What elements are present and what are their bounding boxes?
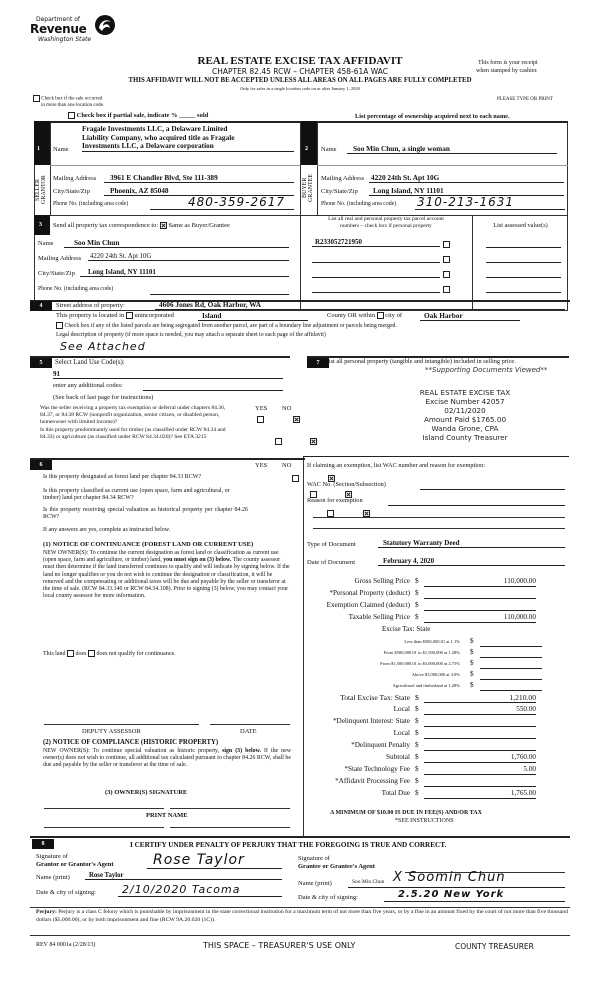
owner-signature-label: (3) OWNER(S) SIGNATURE	[105, 789, 188, 796]
wac-label: WAC No. (Section/Subsection)	[307, 481, 386, 488]
buyer-name-label: Name	[321, 146, 337, 153]
land-use-question: Was the seller receiving a property tax exemption or deferral under chapters 84.36, 84.37, or 84.38 RCW (nonprofit organization, senior citizen, or disabled person, homeowner with limited income)?	[40, 405, 226, 425]
additional-codes-label: enter any additional codes:	[53, 382, 123, 389]
seller-name-divider	[50, 165, 300, 166]
section6-rule	[30, 458, 305, 460]
tech-fee-row: *State Technology Fee $ 5.00	[344, 765, 536, 773]
subtotal-field[interactable]: 1,760.00	[424, 753, 536, 763]
bracket-row: Less than $500,000.01 at 1.1% $	[310, 637, 550, 648]
assessed-value-field[interactable]	[486, 238, 561, 248]
total-due-row: Total Due $ 1,765.00	[381, 789, 536, 797]
does-not-qualify-checkbox[interactable]	[88, 650, 95, 657]
form-note: Only for sales in a single location code on or after January 1, 2020	[240, 86, 360, 91]
grantor-sig-label: Signature of Grantor or Grantor's Agent	[36, 853, 114, 868]
multi-location-label-2: in more than one location code.	[41, 102, 105, 108]
same-as-buyer-checkbox[interactable]	[160, 222, 167, 229]
multi-location-label: Check box if the sale occurred	[41, 96, 103, 102]
local-field[interactable]: 550.00	[424, 705, 536, 715]
unincorporated-label: unincorporated	[134, 312, 174, 319]
exemption-claimed-row: Exemption Claimed (deduct) $	[310, 601, 550, 612]
form-number: REV 84 0001a (2/28/13)	[36, 942, 96, 948]
bracket-row: Agricultural and timberland at 1.28% $	[310, 681, 550, 692]
parcel-header: List all real and personal property tax parcel account numbers – check box if personal property	[328, 216, 444, 229]
land-use-label: Select Land Use Code(s):	[55, 359, 125, 366]
segregated-row	[56, 322, 397, 329]
seller-side-label: SELLER GRANTOR	[35, 175, 47, 205]
land-use-yes-header: YES	[255, 405, 268, 412]
section-8-number: 8	[32, 839, 54, 849]
notice2-body: NEW OWNER(S): To continue special valuation as historic property, sign (3) below. If the new owner(s) does not wish to continue, all additional tax calculated pursuant to chapter 84.26 RCW, shall be due and payable by the seller or transferor at the time of sale.	[43, 748, 291, 769]
grantee-name-field[interactable]	[348, 872, 565, 888]
grantee-sig-label: Signature of Grantee or Grantee's Agent	[298, 855, 375, 870]
delinq-state-field[interactable]	[424, 717, 536, 727]
buyer-city-label: City/State/Zip	[321, 188, 358, 195]
street-field[interactable]: 4606 Jones Rd, Oak Harbor, WA	[155, 300, 565, 310]
assessed-header: List assessed value(s)	[493, 222, 548, 229]
historic-no-checkbox[interactable]	[363, 510, 370, 517]
total-state-row: Total Excise Tax: State $ 1,210.00	[340, 693, 536, 702]
partial-sale-checkbox[interactable]	[68, 112, 75, 119]
land-use-question: Is this property predominantly used for timber (as classified under RCW 84.34 and 84.33) or agriculture (as classified under RCW 84.34.020)? See ETA 3215	[40, 427, 226, 440]
buyer-black-bar	[301, 121, 317, 165]
parcel-row	[312, 253, 572, 265]
land-use-q1-yes-checkbox[interactable]	[257, 416, 264, 423]
buyer-mailing-label: Mailing Address	[321, 175, 365, 182]
logo-state-text: Washington State	[38, 36, 92, 43]
county-label: County OR within	[327, 312, 376, 319]
seller-side-rule	[50, 121, 51, 215]
exemption-label: If claiming an exemption, list WAC number and reason for exemption:	[307, 462, 486, 469]
seller-name-field[interactable]	[82, 125, 294, 152]
section-7-number: 7	[307, 358, 329, 368]
bracket-field[interactable]	[480, 648, 542, 658]
section-2-number: 2	[305, 146, 308, 152]
multi-location-check[interactable]	[33, 95, 104, 109]
gross-price-field[interactable]: 110,000.00	[424, 577, 536, 587]
seller-phone-field[interactable]: 480-359-2617	[150, 195, 294, 210]
stamp-line: Excise Number 42057	[425, 397, 505, 406]
unincorporated-checkbox[interactable]	[126, 312, 133, 319]
receipt-note-1: This form is your receipt	[478, 60, 538, 66]
land-use-no-header: NO	[282, 405, 292, 412]
grantor-name-label: Name (print)	[36, 874, 70, 881]
form-subtitle: CHAPTER 82.45 RCW – CHAPTER 458-61A WAC	[211, 67, 389, 76]
multi-location-checkbox[interactable]	[33, 95, 40, 102]
delinq-local-row: Local $	[310, 729, 550, 740]
located-label: This property is located in	[56, 312, 125, 319]
bracket-field[interactable]	[480, 670, 542, 680]
parcel-number-field[interactable]: R233052721950	[312, 238, 440, 247]
wac-field[interactable]	[420, 481, 565, 490]
grantee-date-field[interactable]: 2.5.20 New York	[384, 888, 565, 902]
seller-black-bar	[34, 121, 50, 165]
section6-no-header: NO	[282, 462, 292, 469]
personal-property-field[interactable]	[424, 589, 536, 599]
print-name-line-2	[170, 827, 290, 828]
assessed-value-field[interactable]	[486, 283, 561, 293]
seller-mailing-field[interactable]: 3961 E Chandler Blvd, Ste 111-389	[104, 173, 294, 183]
doc-date-label: Date of Document	[307, 559, 356, 566]
doc-date-field[interactable]: February 4, 2020	[378, 557, 565, 566]
delinq-penalty-field[interactable]	[424, 741, 536, 751]
treasurer-use-only: THIS SPACE – TREASURER'S USE ONLY	[203, 941, 356, 950]
historic-yes-checkbox[interactable]	[327, 510, 334, 517]
logo-dept-text: Department of	[36, 16, 80, 23]
reason-line-3	[313, 528, 565, 529]
land-use-q1-no-checkbox[interactable]	[293, 416, 300, 423]
right-column-rule	[303, 456, 304, 836]
reason-line-2	[313, 517, 565, 518]
tech-fee-field[interactable]: 5.00	[424, 765, 536, 775]
section6-rule-right	[303, 456, 569, 457]
land-use-q2-no-checkbox[interactable]	[310, 438, 317, 445]
city-field[interactable]: Oak Harbor	[420, 311, 520, 321]
grantee-printed-name: Soo Min Chun	[352, 879, 385, 885]
corr-phone-label: Phone No. (including area code)	[38, 286, 114, 292]
assessed-value-field[interactable]	[486, 253, 561, 263]
land-use-instructions: (See back of last page for instructions)	[53, 394, 154, 401]
grantee-signature: X Soomin Chun	[393, 870, 506, 885]
see-instructions: *SEE INSTRUCTIONS	[395, 818, 454, 824]
personal-property-checkbox[interactable]	[443, 271, 450, 278]
seller-city-field[interactable]: Phoenix, AZ 85048	[104, 186, 294, 196]
parcel-row	[312, 238, 572, 250]
delinq-local-field[interactable]	[424, 729, 536, 739]
certify-title: I CERTIFY UNDER PENALTY OF PERJURY THAT THE FOREGOING IS TRUE AND CORRECT.	[130, 841, 447, 849]
county-field[interactable]: Island	[198, 311, 308, 321]
correspondence-label: Send all property tax correspondence to: Same as Buyer/Grantee	[53, 222, 230, 229]
buyer-city-field[interactable]: Long Island, NY 11101	[369, 186, 564, 196]
land-use-code-field[interactable]: 91	[53, 370, 283, 379]
total-state-field[interactable]: 1,210.00	[424, 693, 536, 703]
parcel-number-field[interactable]	[312, 268, 440, 278]
segregated-label: Check box if any of the listed parcels are being segregated from another parcel, are part of a boundary line adjustment or parcels being merged.	[64, 322, 397, 329]
section-3-number: 3	[39, 222, 42, 228]
grantor-name-field[interactable]: Rose Taylor	[85, 872, 282, 880]
total-due-field[interactable]: 1,765.00	[424, 789, 536, 799]
notice2-title: (2) NOTICE OF COMPLIANCE (HISTORIC PROPERTY)	[43, 739, 219, 746]
dor-swirl-logo-icon	[94, 14, 116, 36]
stamp-line: 02/11/2020	[444, 406, 486, 415]
parcel-number-field[interactable]	[312, 283, 440, 293]
corr-name-field[interactable]: Soo Min Chun	[64, 238, 289, 248]
owner-signature-line-1	[44, 808, 164, 809]
perjury-text: Perjury: Perjury is a class C felony which is punishable by imprisonment in the state correctional institution for a maximum term of not more than five years, or by a fine in an amount fixed by the court of not more than five thousand dollars ($5,000.00), or by both imprisonment and fine (RCW 9A.20.020 (1C)).	[36, 909, 568, 923]
owner-signature-line-2	[170, 808, 290, 809]
seller-city-label: City/State/Zip	[53, 188, 90, 195]
additional-codes-field[interactable]	[143, 382, 283, 391]
section-1-number: 1	[37, 146, 40, 152]
minimum-note: A MINIMUM OF $10.00 IS DUE IN FEE(S) AND/OR TAX	[330, 810, 482, 816]
section-5-number: 5	[30, 358, 52, 368]
print-name-label: PRINT NAME	[146, 812, 188, 819]
subtotal-row: Subtotal $ 1,760.00	[386, 753, 536, 761]
parcel-number-field[interactable]	[312, 253, 440, 263]
perjury-bottom-rule	[30, 935, 570, 936]
print-name-line-1	[44, 827, 164, 828]
personal-property-checkbox[interactable]	[443, 256, 450, 263]
corr-city-field[interactable]: Long Island, NY 11101	[80, 268, 289, 277]
dor-logo	[30, 14, 130, 46]
seller-name-line: Investments LLC, a Delaware corporation	[82, 142, 294, 152]
gross-price-row: Gross Selling Price $ 110,000.00	[354, 577, 536, 585]
form-warning: THIS AFFIDAVIT WILL NOT BE ACCEPTED UNLESS ALL AREAS ON ALL PAGES ARE FULLY COMPLETED	[128, 77, 472, 84]
land-use-q2-yes-checkbox[interactable]	[275, 438, 282, 445]
if-yes-instruction: If any answers are yes, complete as instructed below.	[43, 527, 171, 533]
assessor-date-label: DATE	[240, 728, 257, 735]
section-3-badge	[34, 215, 50, 235]
forest-yes-checkbox[interactable]	[292, 475, 299, 482]
stamp-line: REAL ESTATE EXCISE TAX	[419, 388, 511, 397]
seller-name-label: Name	[53, 146, 69, 153]
grantor-signature-field[interactable]: Rose Taylor	[147, 852, 282, 869]
receipt-note-2: when stamped by cashier.	[476, 68, 538, 74]
stamp-line: Island County Treasurer	[422, 433, 508, 442]
notice1-body: NEW OWNER(S): To continue the current designation as forest land or classification as current use (open space, farm and agriculture, or timber) land, you must sign on (3) below. The county assessor must then determine if the land transferred continues to qualify and will indicate by signing below. If the land no longer qualifies or you do not wish to continue the designation or classification, it will be removed and the compensating or additional taxes will be due and payable by the seller or transferor at the time of sale. (RCW 84.33.140 or RCW 84.34.108). Prior to signing (3) below, you may contact your local county assessor for more information.	[43, 550, 290, 600]
stamp-line: Amount Paid $1765.00	[423, 415, 507, 424]
bracket-row: Above $3,000,000 at 3.0% $	[310, 670, 550, 681]
please-type: PLEASE TYPE OR PRINT	[497, 97, 553, 102]
deputy-assessor-line	[44, 724, 199, 725]
ownership-note: List percentage of ownership acquired next to each name.	[355, 113, 510, 120]
reason-field[interactable]	[388, 497, 565, 506]
personal-property-checkbox[interactable]	[443, 286, 450, 293]
county-row	[327, 312, 402, 319]
parcel-row	[312, 268, 572, 280]
affidavit-fee-field[interactable]	[424, 777, 536, 787]
treasurer-stamp	[380, 388, 550, 442]
corr-mailing-field[interactable]: 4220 24th St. Apt 10G	[88, 253, 289, 261]
perjury-top-rule	[30, 907, 570, 908]
city-label: city of	[385, 312, 403, 319]
exemption-claimed-field[interactable]	[424, 601, 536, 611]
buyer-phone-field[interactable]: 310-213-1631	[415, 195, 565, 210]
does-qualify-checkbox[interactable]	[67, 650, 74, 657]
form-title: REAL ESTATE EXCISE TAX AFFIDAVIT	[197, 55, 403, 67]
parcel-row	[312, 283, 572, 295]
corr-name-label: Name	[38, 240, 54, 247]
deputy-assessor-label: DEPUTY ASSESSOR	[82, 728, 141, 735]
logo-revenue-text: Revenue	[30, 22, 87, 36]
legal-label: Legal description of property (if more space is needed, you may attach a separate sheet to each page of the affidavit)	[56, 332, 326, 338]
grantor-date-label: Date & city of signing:	[36, 889, 96, 896]
section5-rule	[30, 356, 290, 358]
seller-name-line: Fragale Investments LLC, a Delaware Limited	[82, 124, 228, 133]
section6-question: Is this property classified as current use (open space, farm and agricultural, or timber) land per chapter 84.34 RCW?	[43, 488, 230, 501]
street-label: Street address of property:	[56, 302, 125, 309]
section-6-number: 6	[30, 460, 52, 470]
seller-phone-label: Phone No. (including area code)	[53, 201, 129, 207]
buyer-name-field[interactable]: Soo Min Chun, a single woman	[347, 144, 557, 154]
city-checkbox[interactable]	[377, 312, 384, 319]
seller-mailing-label: Mailing Address	[53, 175, 97, 182]
bracket-field[interactable]	[480, 681, 542, 691]
delinq-state-row: *Delinquent Interest: State $	[310, 717, 550, 728]
segregated-checkbox[interactable]	[56, 322, 63, 329]
supporting-docs-stamp: **Supporting Documents Viewed**	[425, 366, 548, 374]
grantor-date-field[interactable]: 2/10/2020 Tacoma	[118, 883, 282, 897]
section6-question: Is this property designated as forest land per chapter 84.33 RCW?	[43, 474, 202, 480]
personal-property-checkbox[interactable]	[443, 241, 450, 248]
section6-question: Is this property receiving special valuation as historical property per chapter 84.26 RCW?	[43, 507, 248, 520]
buyer-mailing-field[interactable]: 4220 24th St. Apt 10G	[369, 173, 564, 183]
affidavit-fee-row: *Affidavit Processing Fee $	[310, 777, 550, 788]
legal-description-field[interactable]: See Attached	[60, 340, 146, 353]
buyer-side-rule	[317, 121, 318, 215]
buyer-phone-label: Phone No. (including area code)	[321, 201, 397, 207]
taxable-price-field[interactable]: 110,000.00	[424, 613, 536, 623]
assessor-date-line	[210, 724, 290, 725]
section8-rule	[30, 836, 570, 838]
bracket-row: From $500,000.01 to $1,500,000 at 1.28% $	[310, 648, 550, 659]
section6-yes-header: YES	[255, 462, 268, 469]
reason-label: Reason for exemption	[307, 497, 363, 504]
partial-sale-check[interactable]	[68, 112, 208, 119]
buyer-side-label: BUYER GRANTEE	[302, 174, 314, 202]
partial-sale-label: Check box if partial sale, indicate % _____ sold	[76, 112, 209, 119]
personal-property-row: *Personal Property (deduct) $	[310, 589, 550, 600]
grantee-name-label: Name (print)	[298, 880, 332, 887]
bracket-field[interactable]	[480, 637, 542, 647]
continuance-row: This land does does not qualify for continuance.	[43, 650, 176, 657]
personal-property-label: List all personal property (tangible and intangible) included in selling price.	[325, 358, 516, 365]
doc-type-field[interactable]: Statutory Warranty Deed	[378, 539, 565, 548]
bracket-field[interactable]	[480, 659, 542, 669]
corr-phone-field[interactable]	[150, 286, 289, 295]
corr-mailing-label: Mailing Address	[38, 255, 82, 262]
county-treasurer: COUNTY TREASURER	[455, 942, 534, 951]
local-row: Local $ 550.00	[393, 705, 536, 713]
corr-city-label: City/State/Zip	[38, 270, 75, 277]
bracket-row: From $1,500,000.01 to $3,000,000 at 2.75% $	[310, 659, 550, 670]
excise-header: Excise Tax: State	[382, 625, 431, 633]
taxable-price-row: Taxable Selling Price $ 110,000.00	[348, 613, 536, 621]
notice1-title: (1) NOTICE OF CONTINUANCE (FOREST LAND OR CURRENT USE)	[43, 541, 254, 548]
section-4-number: 4	[30, 301, 52, 311]
doc-type-label: Type of Document	[307, 541, 356, 548]
assessed-value-field[interactable]	[486, 268, 561, 278]
seller-name-line: Liability Company, who acquired title as Fragale	[82, 132, 235, 142]
grantee-date-label: Date & city of signing:	[298, 894, 358, 901]
buyer-name-divider	[317, 165, 568, 166]
same-as-buyer-label: Same as Buyer/Grantee	[168, 222, 230, 229]
stamp-line: Wanda Grone, CPA	[431, 424, 499, 433]
delinq-penalty-row: *Delinquent Penalty $	[310, 741, 550, 752]
